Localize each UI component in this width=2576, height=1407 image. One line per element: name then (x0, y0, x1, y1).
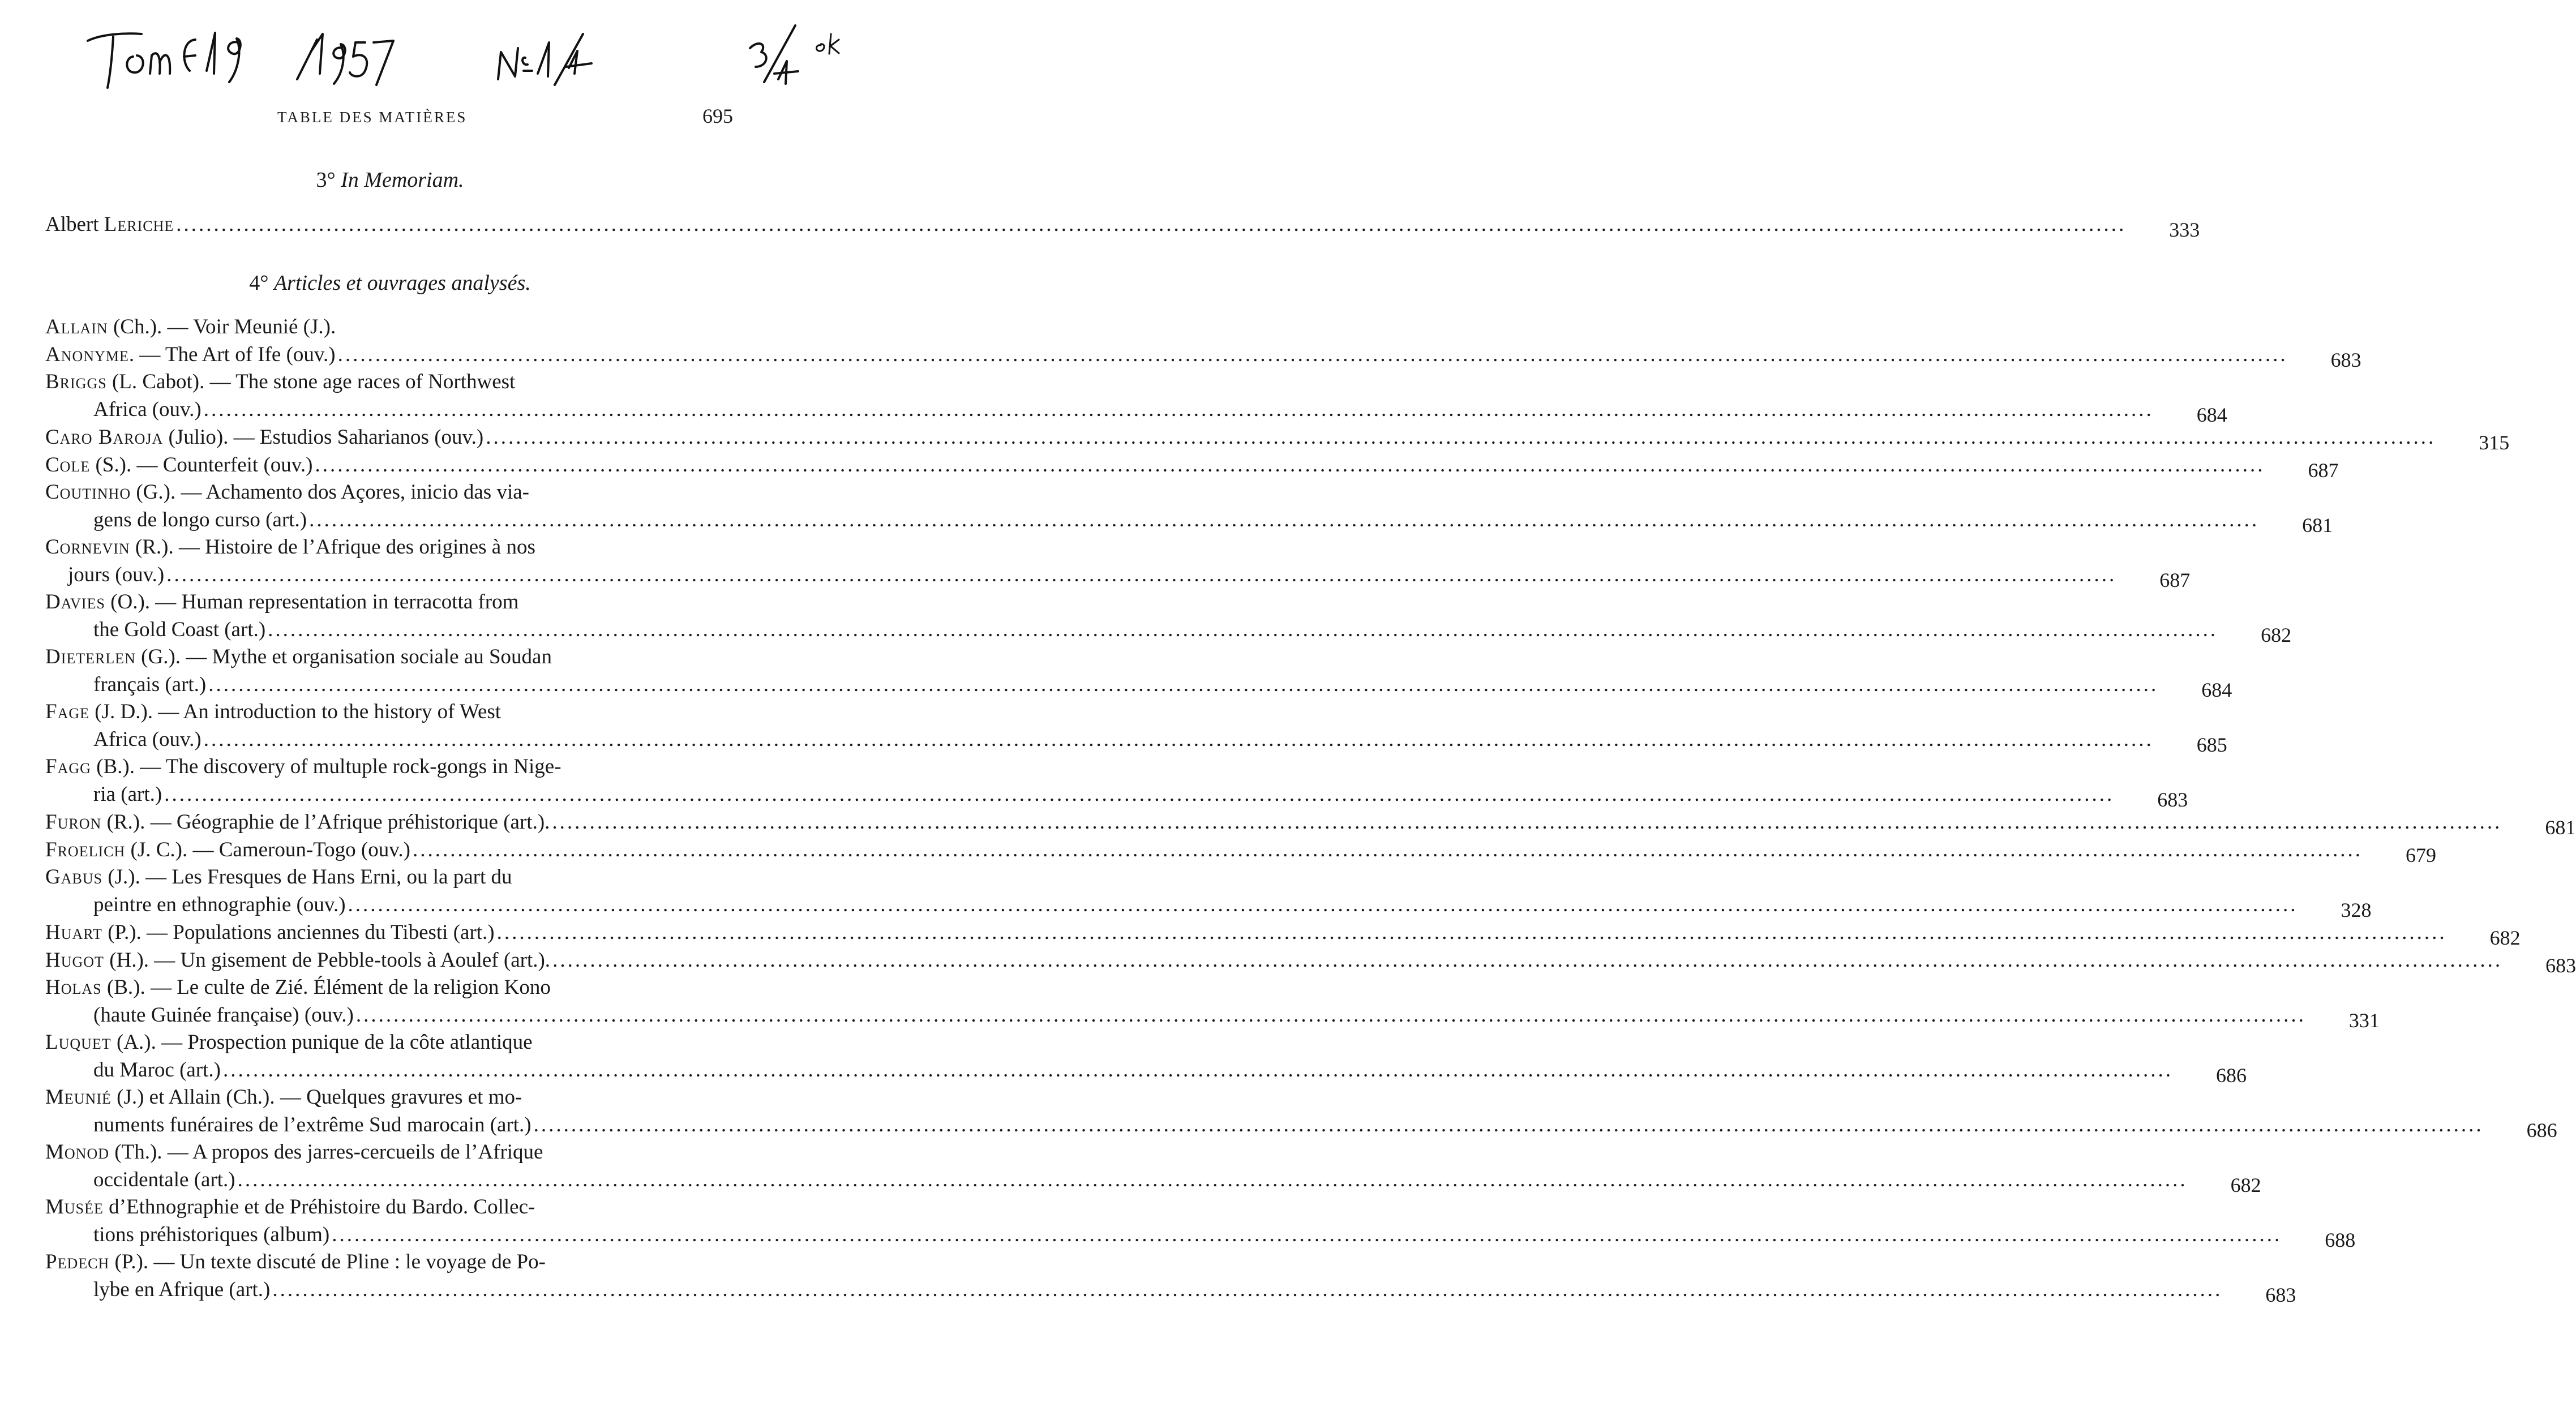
leader-dots (166, 561, 2116, 589)
entry-author: Cornevin (45, 535, 130, 559)
toc-entry (45, 974, 2380, 1032)
entry-continuation: numents funéraires de l’extrême Sud marocain (art.) (93, 1113, 532, 1136)
entry-page: 684 (2201, 679, 2232, 701)
entry-author: Cole (45, 453, 91, 477)
toc-entry (45, 644, 2232, 701)
entry-continuation: français (art.) (93, 673, 207, 696)
entry-author: Davies (45, 590, 105, 614)
entry-page: 684 (2196, 404, 2227, 426)
entry-page: 682 (2489, 926, 2521, 949)
entry-title: (L. Cabot). — The stone age races of Northwest (106, 370, 516, 393)
section-3-title (45, 168, 735, 192)
entry-page: 682 (2230, 1174, 2261, 1196)
entry-continuation: lybe en Afrique (art.) (93, 1278, 271, 1301)
entry-title: (R.). — Histoire de l’Afrique des origines à nos (130, 535, 535, 559)
entry-title: (R.). — Géographie de l’Afrique préhistorique (art.). (101, 810, 550, 834)
leader-dots (486, 424, 2436, 451)
entry-author: Froelich (45, 838, 126, 861)
memoriam-entry (45, 211, 2200, 241)
toc-entry (45, 864, 2372, 921)
handwritten-annotation (85, 17, 877, 102)
entry-page: 679 (2405, 844, 2436, 866)
entry-title: (A.). — Prospection punique de la côte atlantique (111, 1031, 533, 1054)
entry-continuation: (haute Guinée française) (ouv.) (93, 1003, 354, 1027)
entry-author: Fage (45, 700, 90, 723)
entry-continuation: peintre en ethnographie (ouv.) (93, 893, 346, 916)
entry-author: Furon (45, 810, 102, 834)
leader-dots (552, 809, 2502, 836)
entry-title: (O.). — Human representation in terracotta from (105, 590, 519, 614)
entry-continuation: gens de longo curso (art.) (93, 508, 307, 531)
toc-entry (45, 753, 2188, 811)
memoriam-list (45, 211, 2200, 241)
memoriam-first-name: Albert (45, 213, 104, 236)
entry-continuation: Africa (ouv.) (93, 398, 202, 421)
entry-continuation: du Maroc (art.) (93, 1058, 221, 1082)
entry-title: (H.). — Un gisement de Pebble-tools à Aoulef (art.). (104, 949, 551, 972)
entry-title: (J. C.). — Cameroun-Togo (ouv.) (125, 838, 410, 861)
entry-author: Musée (45, 1195, 104, 1219)
entry-title: (B.). — Le culte de Zié. Élément de la religion Kono (101, 976, 551, 999)
entry-page: 685 (2196, 733, 2227, 756)
leader-dots (309, 507, 2259, 534)
entry-author: Briggs (45, 370, 107, 393)
toc-entry (45, 1249, 2296, 1306)
entry-page: 681 (2302, 514, 2333, 537)
entry-page: 681 (2545, 816, 2576, 839)
leader-dots (338, 341, 2288, 368)
entry-page: 682 (2261, 624, 2292, 646)
entry-author: Gabus (45, 865, 103, 889)
leader-dots (332, 1221, 2282, 1249)
toc-entry (45, 919, 2521, 949)
toc-entry (45, 368, 2227, 426)
entry-title: (J.) et Allain (Ch.). — Quelques gravures et mo- (111, 1086, 522, 1109)
entry-author: Meunié (45, 1086, 112, 1109)
entry-title: (G.). — Mythe et organisation sociale au Soudan (135, 645, 552, 668)
toc-entry (45, 836, 2436, 866)
entry-continuation: jours (ouv.) (68, 563, 165, 586)
entry-author: Luquet (45, 1031, 112, 1054)
entry-page: 687 (2308, 459, 2339, 482)
leader-dots (348, 891, 2298, 919)
leader-dots (268, 616, 2218, 644)
entry-page: 686 (2526, 1119, 2557, 1142)
entry-author: Coutinho (45, 481, 131, 504)
section-4-title (45, 271, 735, 295)
entry-title: (P.). — Un texte discuté de Pline : le voyage de Po- (109, 1250, 546, 1273)
entry-title: d’Ethnographie et de Préhistoire du Bardo. Collec- (103, 1195, 535, 1219)
leader-dots (315, 452, 2265, 479)
leader-dots (238, 1166, 2188, 1194)
leader-dots (204, 396, 2154, 423)
toc-entry (45, 589, 2292, 646)
section-3-label: In Memoriam. (341, 168, 464, 192)
entry-author: Fagg (45, 755, 91, 778)
entry-title: . — The Art of Ife (ouv.) (128, 343, 336, 366)
leader-dots (497, 919, 2447, 946)
entry-continuation: tions préhistoriques (album) (93, 1223, 330, 1246)
toc-entry (45, 808, 2576, 839)
section-4-number: 4° (249, 271, 274, 295)
leader-dots (272, 1276, 2222, 1303)
entry-title: (J. D.). — An introduction to the history of West (89, 700, 502, 723)
entry-author: Dieterlen (45, 645, 136, 668)
toc-entry (45, 479, 2333, 537)
running-header (93, 105, 733, 137)
leader-dots (534, 1112, 2484, 1139)
toc-entry (45, 314, 735, 341)
entry-title: (Th.). — A propos des jarres-cercueils de l’Afrique (109, 1140, 543, 1164)
toc-entry (45, 1139, 2261, 1196)
entry-title: (G.). — Achamento dos Açores, inicio das via- (131, 481, 529, 504)
entry-continuation: ria (art.) (93, 783, 162, 806)
entry-continuation: the Gold Coast (art.) (93, 618, 266, 641)
entry-title: (B.). — The discovery of multuple rock-gongs in Nige- (91, 755, 562, 778)
section-4-label: Articles et ouvrages analysés. (273, 271, 531, 295)
entry-author: Monod (45, 1140, 110, 1164)
entry-page: 683 (2157, 788, 2188, 811)
entry-page: 331 (2348, 1009, 2380, 1032)
toc-entry (45, 1029, 2247, 1087)
entry-page: 688 (2325, 1229, 2356, 1251)
entry-title: (Ch.). — Voir Meunié (J.). (108, 315, 336, 338)
leader-dots (176, 211, 2126, 238)
entry-author: Huart (45, 921, 102, 944)
section-3-number: 3° (316, 168, 341, 192)
articles-list (45, 314, 2576, 1306)
memoriam-page: 333 (2169, 218, 2200, 241)
entry-title: (S.). — Counterfeit (ouv.) (90, 453, 313, 477)
toc-entry (45, 1194, 2356, 1251)
toc-entry (45, 341, 2361, 371)
leader-dots (223, 1057, 2173, 1084)
entry-page: 686 (2215, 1064, 2247, 1087)
running-title: TABLE DES MATIÈRES (277, 109, 468, 126)
entry-continuation: occidentale (art.) (93, 1168, 235, 1191)
entry-page: 683 (2330, 349, 2361, 371)
leader-dots (208, 671, 2158, 698)
entry-title: (J.). — Les Fresques de Hans Erni, ou la part du (102, 865, 512, 889)
entry-author: Hugot (45, 949, 104, 972)
entry-author: Pedech (45, 1250, 110, 1273)
leader-dots (164, 781, 2114, 808)
toc-entry (45, 698, 2227, 756)
toc-entry (45, 534, 2191, 591)
leader-dots (413, 837, 2363, 864)
toc-entry (45, 1084, 2557, 1142)
entry-author: Anonyme (45, 343, 129, 366)
toc-entry (45, 423, 2510, 454)
entry-title: (P.). — Populations anciennes du Tibesti (art.) (102, 921, 495, 944)
entry-page: 328 (2341, 899, 2372, 921)
leader-dots (204, 726, 2154, 753)
entry-author: Allain (45, 315, 108, 338)
toc-entry (45, 946, 2576, 977)
entry-author: Holas (45, 976, 102, 999)
leader-dots (356, 1002, 2306, 1029)
entry-author: Caro Baroja (45, 426, 164, 449)
entry-page: 683 (2265, 1284, 2296, 1306)
page-number: 695 (702, 105, 733, 127)
entry-title: (Julio). — Estudios Saharianos (ouv.) (163, 426, 484, 449)
entry-page: 687 (2159, 569, 2191, 591)
entry-continuation: Africa (ouv.) (93, 728, 202, 751)
leader-dots (552, 947, 2502, 974)
entry-page: 683 (2545, 954, 2576, 977)
memoriam-surname: Leriche (104, 213, 174, 236)
toc-entry (45, 451, 2339, 482)
entry-page: 315 (2479, 431, 2510, 454)
